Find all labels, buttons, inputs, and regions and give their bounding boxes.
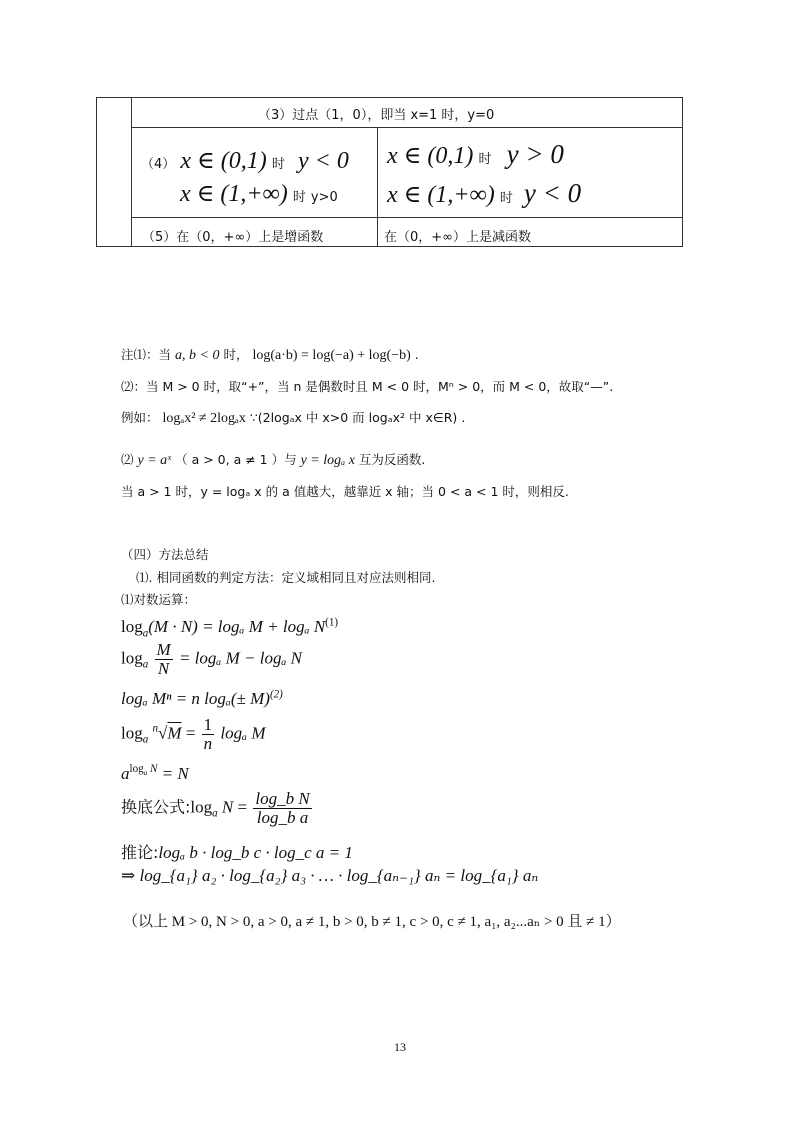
note-4: 当 a > 1 时，y = logₐ x 的 a 值越大，越靠近 x 轴；当 0 < a < 1 时，则相反.	[121, 484, 569, 499]
f2-fraction	[155, 641, 173, 678]
f3-tag: (2)	[269, 688, 283, 701]
table-row4-left-bottom	[180, 179, 338, 208]
f7-label: 推论:	[121, 843, 159, 862]
f1-log: log	[121, 617, 143, 636]
f2-right: = logₐ M − logₐ N	[178, 648, 303, 668]
f6-label: 换底公式:	[121, 797, 191, 817]
f6-numerator: log_b N	[255, 789, 310, 808]
example-end: .	[461, 410, 466, 425]
row4-left-b-when: 时	[292, 190, 306, 205]
formula-identity: $a^{log_a N} = N$	[121, 763, 189, 783]
table-row5-left: （5）在（0，+∞）上是增函数	[142, 230, 324, 245]
row4-left-a-when: 时	[271, 157, 285, 172]
note-example	[121, 408, 465, 427]
f1-tag: (1)	[325, 616, 339, 629]
f4-fraction	[202, 716, 215, 753]
example-formula: logₐx² ≠ 2logₐx	[162, 411, 246, 426]
formula-root-rule: $\log_a ^n√M$ = $\frac{1}{n}$ logₐ M	[121, 715, 266, 753]
table-row-divider	[132, 127, 683, 128]
row4-right-a-math: x ∈ (0,1)	[387, 143, 474, 169]
page-number: 13	[394, 1040, 406, 1054]
example-prefix: 例如：	[121, 410, 159, 425]
row4-right-b-math: x ∈ (1,+∞)	[387, 182, 495, 208]
table-row4-right-top	[387, 139, 564, 170]
note1-formula: log(a·b) = log(−a) + log(−b)	[252, 348, 411, 363]
note3-cond: （ a > 0, a ≠ 1 ）与	[175, 452, 297, 467]
note-3	[121, 450, 425, 469]
example-rest: ∵(2logₐx 中 x>0 而 logₐx² 中 x∈R)	[249, 410, 458, 425]
f1-right: (M · N) = logₐ M + logₐ N	[148, 617, 326, 636]
table-row3-text: （3）过点（1，0），即当 x=1 时，y=0	[258, 108, 495, 123]
formula-quotient-rule: $\log_a$ $\frac{M}{N}$ = logₐ M − logₐ N	[121, 640, 303, 678]
section-item-1: ⑴. 相同函数的判定方法：定义域相同且对应法则相同.	[136, 570, 436, 585]
f2-denominator: N	[157, 658, 170, 678]
row4-label: （4）	[141, 157, 176, 172]
note1-cond: a, b < 0	[175, 348, 220, 363]
f4-numerator: 1	[203, 715, 213, 734]
table-row4-right-bottom	[387, 178, 581, 209]
section-heading: （四）方法总结	[121, 547, 209, 562]
row4-right-b-when: 时	[499, 191, 513, 206]
note3-formula: y = aˣ	[137, 453, 172, 468]
formula-power-rule	[121, 689, 283, 709]
note1-end: .	[414, 347, 419, 362]
f5-text: = N	[161, 764, 189, 783]
formula-product-rule: $\log_a(M \cdot N) = \log_a$ M + logₐ $N^{(1)}$	[121, 616, 339, 640]
note3-prefix: ⑵	[121, 452, 134, 467]
table-left-column	[96, 97, 132, 247]
table-row5-right: 在（0，+∞）上是减函数	[384, 230, 531, 245]
note3-end: 互为反函数.	[358, 452, 426, 467]
table-row4-left-top	[141, 146, 349, 175]
row4-right-a-when: 时	[478, 152, 492, 167]
note3-log: y = logₐ x	[300, 453, 355, 468]
note1-prefix: 注⑴：当	[121, 347, 172, 362]
f7-formula: logₐ b · log_b c · log_c a = 1	[158, 843, 353, 862]
note1-mid: 时，	[223, 347, 249, 362]
f6-fraction	[253, 790, 311, 827]
row4-left-b-result: y>0	[310, 190, 338, 205]
row4-right-a-result: y > 0	[506, 139, 564, 169]
note-1	[121, 345, 419, 364]
row4-left-b-math: x ∈ (1,+∞)	[180, 181, 288, 207]
formula-corollary	[121, 840, 353, 863]
section-item-2: ⑴对数运算：	[121, 592, 197, 607]
f2-numerator: M	[156, 640, 171, 659]
row4-left-a-math: x ∈ (0,1)	[180, 148, 267, 174]
formula-conditions: （以上 M > 0, N > 0, a > 0, a ≠ 1, b > 0, b ≠ 1, c > 0, c ≠ 1, a₁, a₂...aₙ > 0 且 ≠ 1）	[123, 914, 621, 930]
f3-text: logₐ Mⁿ = n logₐ(± M)	[121, 689, 270, 708]
note-2: ⑵：当 M > 0 时，取“+”，当 n 是偶数时且 M < 0 时，Mⁿ > 0，而 M < 0，故取“—”.	[121, 379, 614, 394]
row4-right-b-result: y < 0	[523, 178, 582, 208]
formula-change-of-base: 换底公式$:\log_a$ N = $\frac{\text{log\_b N}}{\text{log\_b a}}$	[121, 789, 310, 827]
row4-left-a-result: y < 0	[297, 148, 349, 174]
f6-denominator: log_b a	[256, 807, 309, 827]
table-row-divider	[132, 217, 683, 218]
table-col-divider	[377, 127, 378, 247]
f4-denominator: n	[203, 733, 213, 753]
formula-chain: ⇒ log_{a₁} a₂ · log_{a₂} a₃ · … · log_{aₙ₋₁} aₙ = log_{a₁} aₙ	[121, 866, 539, 885]
f4-right: logₐ M	[220, 723, 266, 743]
